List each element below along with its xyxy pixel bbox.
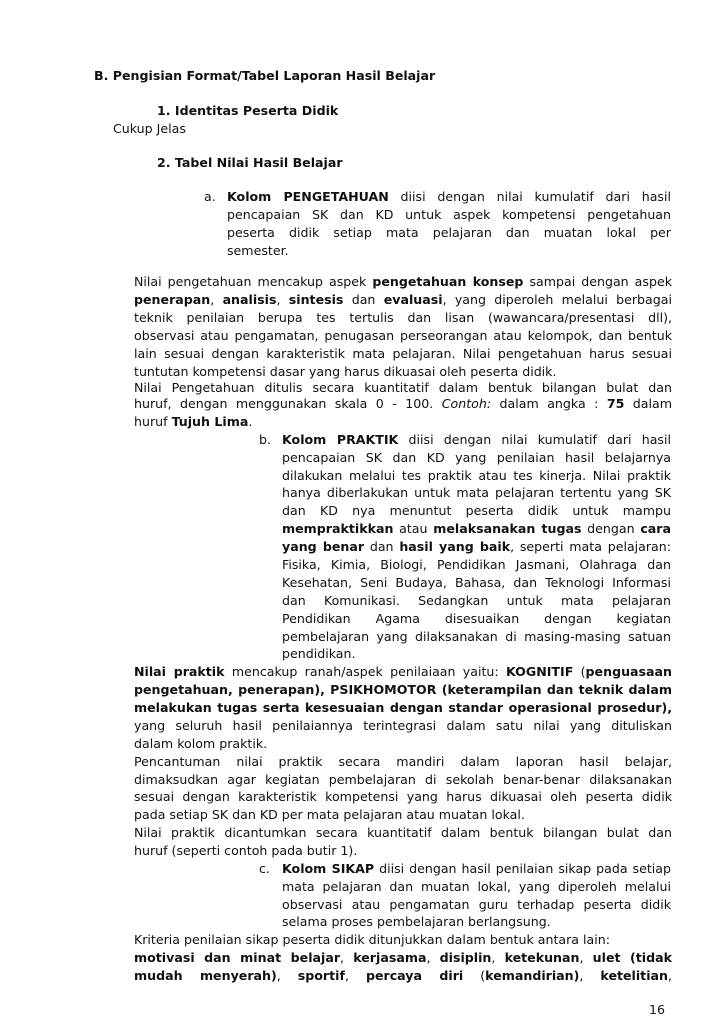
item-b-line: dilakukan melalui tes praktik atau tes kinerja. Nilai praktik xyxy=(282,468,671,483)
paragraph-line: huruf, dengan menggunakan skala 0 - 100. Contoh: dalam angka : 75 dalam xyxy=(134,396,673,411)
paragraph-line: motivasi dan minat belajar, kerjasama, disiplin, ketekunan, ulet (tidak xyxy=(134,950,673,965)
paragraph-line: mudah menyerah), sportif, percaya diri (kemandirian), ketelitian, xyxy=(134,968,672,983)
paragraph-line: yang seluruh hasil penilaiannya terintegrasi dalam satu nilai yang dituliskan xyxy=(134,718,672,733)
item-b-line: pembelajaran yang dilaksanakan di masing-masing satuan xyxy=(282,629,671,644)
paragraph-line: Nilai pengetahuan mencakup aspek pengetahuan konsep sampai dengan aspek xyxy=(134,274,672,289)
item-a-line: Kolom PENGETAHUAN diisi dengan nilai kumulatif dari hasil xyxy=(227,189,671,204)
paragraph-line: pada setiap SK dan KD per mata pelajaran atau muatan lokal. xyxy=(134,807,525,822)
item-b-line: mempraktikkan atau melaksanakan tugas dengan cara xyxy=(282,521,671,536)
section-heading-b: B. Pengisian Format/Tabel Laporan Hasil Belajar xyxy=(94,68,436,83)
paragraph-line: dimaksudkan agar kegiatan pembelajaran di sekolah benar-benar dilaksanakan xyxy=(134,772,672,787)
item-b-line: dan Komunikasi. Sedangkan untuk mata pelajaran xyxy=(282,593,671,608)
paragraph-line: tuntutan kompetensi dasar yang harus dikuasai oleh peserta didik. xyxy=(134,364,557,379)
item-c-line: mata pelajaran dan muatan lokal, yang diperoleh melalui xyxy=(282,879,671,894)
item-b-line: hanya diberlakukan untuk mata pelajaran tertentu yang SK xyxy=(282,485,671,500)
item-b-line: Pendidikan Agama disesuaikan dengan kegiatan xyxy=(282,611,671,626)
page-number: 16 xyxy=(649,1002,666,1017)
item-c-line: observasi atau pengamatan guru terhadap peserta didik xyxy=(282,897,671,912)
paragraph-line: Nilai Pengetahuan ditulis secara kuantitatif dalam bentuk bilangan bulat dan xyxy=(134,380,672,395)
item1-value: Cukup Jelas xyxy=(113,121,186,136)
item-b-line: pendidikan. xyxy=(282,646,356,661)
item-b-marker: b. xyxy=(259,432,271,447)
item-b-line: dan KD nya menuntut peserta didik untuk mampu xyxy=(282,503,671,518)
paragraph-line: Kriteria penilaian sikap peserta didik ditunjukkan dalam bentuk antara lain: xyxy=(134,932,610,947)
paragraph-line: huruf (seperti contoh pada butir 1). xyxy=(134,843,358,858)
item-b-line: Kolom PRAKTIK diisi dengan nilai kumulatif dari hasil xyxy=(282,432,671,447)
item-a-line: peserta didik setiap mata pelajaran dan muatan lokal per xyxy=(227,225,671,240)
item-a-line: semester. xyxy=(227,243,289,258)
item-c-marker: c. xyxy=(259,861,270,876)
paragraph-line: sesuai dengan karakteristik kompetensi yang harus dikuasai oleh peserta didik xyxy=(134,789,672,804)
paragraph-line: Nilai praktik dicantumkan secara kuantitatif dalam bentuk bilangan bulat dan xyxy=(134,825,672,840)
paragraph-line: dalam kolom praktik. xyxy=(134,736,268,751)
paragraph-line: teknik penilaian berupa tes tertulis dan lisan (wawancara/presentasi dll), xyxy=(134,310,672,325)
paragraph-line: Pencantuman nilai praktik secara mandiri dalam laporan hasil belajar, xyxy=(134,754,672,769)
item-b-line: Fisika, Kimia, Biologi, Pendidikan Jasmani, Olahraga dan xyxy=(282,557,671,572)
paragraph-line: huruf Tujuh Lima. xyxy=(134,414,253,429)
item2-heading: 2. Tabel Nilai Hasil Belajar xyxy=(157,155,343,170)
item-b-line: yang benar dan hasil yang baik, seperti mata pelajaran: xyxy=(282,539,671,554)
paragraph-line: observasi atau pengamatan, penugasan perseorangan atau kelompok, dan bentuk xyxy=(134,328,672,343)
item-c-line: Kolom SIKAP diisi dengan hasil penilaian sikap pada setiap xyxy=(282,861,671,876)
item-b-line: Kesehatan, Seni Budaya, Bahasa, dan Teknologi Informasi xyxy=(282,575,671,590)
item1-heading: 1. Identitas Peserta Didik xyxy=(157,103,339,118)
paragraph-line: pengetahuan, penerapan), PSIKHOMOTOR (keterampilan dan teknik dalam xyxy=(134,682,672,697)
item-a-marker: a. xyxy=(204,189,216,204)
item-c-line: selama proses pembelajaran berlangsung. xyxy=(282,914,551,929)
paragraph-line: melakukan tugas serta kesesuaian dengan standar operasional prosedur), xyxy=(134,700,672,715)
paragraph-line: penerapan, analisis, sintesis dan evaluasi, yang diperoleh melalui berbagai xyxy=(134,292,672,307)
item-a-line: pencapaian SK dan KD untuk aspek kompetensi pengetahuan xyxy=(227,207,671,222)
paragraph-line: Nilai praktik mencakup ranah/aspek penilaiaan yaitu: KOGNITIF (penguasaan xyxy=(134,664,673,679)
paragraph-line: lain sesuai dengan karakteristik mata pelajaran. Nilai pengetahuan harus sesuai xyxy=(134,346,672,361)
item-b-line: pencapaian SK dan KD yang penilaian hasil belajarnya xyxy=(282,450,671,465)
